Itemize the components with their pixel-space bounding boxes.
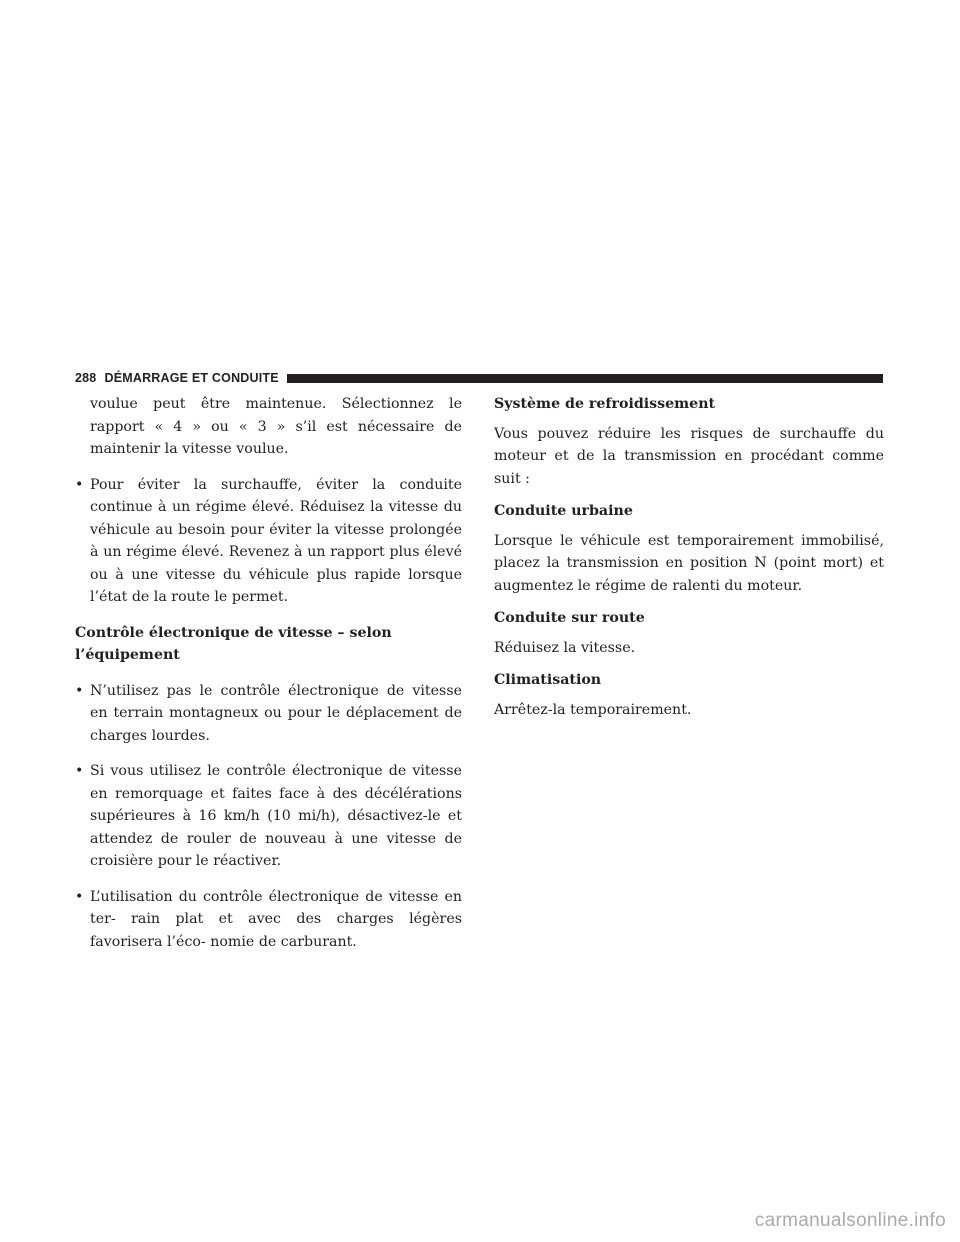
bullet-icon: •: [75, 763, 84, 779]
cooling-intro-paragraph: Vous pouvez réduire les risques de surchauffe du moteur et de la transmission en procédant comme suit :: [494, 425, 884, 487]
page-header: [75, 369, 883, 387]
watermark-text: carmanualsonline.info: [754, 1210, 946, 1231]
list-item: [75, 680, 462, 748]
city-driving-paragraph: Lorsque le véhicule est temporairement immobilisé, placez la transmission en position N (point mort) et augmentez le régime de ralenti du moteur.: [494, 532, 884, 594]
air-conditioning-paragraph: Arrêtez-la temporairement.: [494, 701, 692, 718]
bullet-icon: •: [75, 888, 84, 905]
bullet-text: Pour éviter la surchauffe, éviter la conduite continue à un régime élevé. Réduisez la vitesse du véhicule au besoin pour éviter la vitesse prolongée à un régime élevé. Revenez à un rapport plus élevé ou à une vitesse du véhicule plus rapide lorsque l’état de la route le permet.: [90, 476, 462, 605]
right-column: [494, 393, 884, 731]
heading-highway-driving: Conduite sur route: [494, 610, 645, 626]
list-item: [75, 474, 462, 609]
heading-cruise-control: Contrôle électronique de vitesse – selon l’équipement: [75, 624, 392, 663]
list-item: [75, 760, 462, 873]
bullet-text: Si vous utilisez le contrôle électronique de vitesse en remorquage et faites face à des décélérations supérieures à 16 km/h (10 mi/h), désactivez-le et attendez de rouler de nouveau à une vitesse de croisière pour le réactiver.: [90, 763, 462, 869]
bullet-text: L’utilisation du contrôle électronique de vitesse en ter- rain plat et avec des charges légères favorisera l’éco- nomie de carburant.: [90, 888, 462, 950]
bullet-icon: •: [75, 476, 84, 493]
heading-air-conditioning: Climatisation: [494, 672, 602, 688]
continuation-paragraph: voulue peut être maintenue. Sélectionnez le rapport « 4 » ou « 3 » s’il est nécessaire de maintenir la vitesse voulue.: [90, 396, 462, 457]
section-title: DÉMARRAGE ET CONDUITE: [104, 371, 279, 385]
heading-city-driving: Conduite urbaine: [494, 503, 633, 519]
bullet-icon: •: [75, 682, 84, 699]
heading-cooling-system: Système de refroidissement: [494, 396, 716, 412]
page-number: 288: [75, 371, 97, 385]
list-item: [75, 886, 462, 954]
left-column: [75, 393, 462, 966]
header-rule: [287, 374, 883, 383]
bullet-text: N’utilisez pas le contrôle électronique de vitesse en terrain montagneux ou pour le déplacement de charges lourdes.: [90, 682, 462, 744]
highway-driving-paragraph: Réduisez la vitesse.: [494, 639, 636, 656]
